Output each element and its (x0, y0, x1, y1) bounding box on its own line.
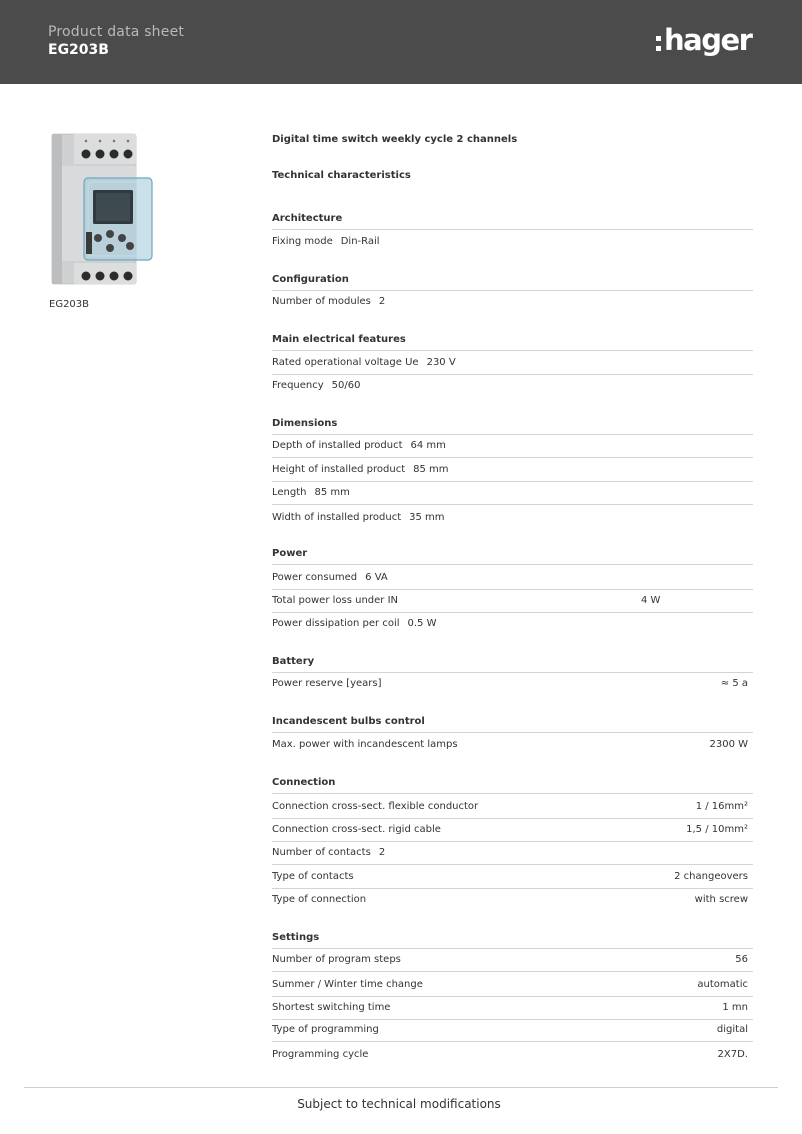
spec-row (272, 866, 753, 889)
spec-row (272, 889, 753, 912)
spec-label: Programming cycle (272, 1049, 369, 1060)
spec-value: digital (716, 1024, 748, 1035)
footer-note: Subject to technical modifications (297, 1097, 501, 1111)
spec-row (272, 567, 753, 590)
spec-label: Type of programming (272, 1024, 379, 1035)
spec-value: 4 W (641, 595, 661, 606)
product-reference: EG203B (48, 42, 109, 58)
footer-divider (24, 1087, 778, 1088)
spec-label: Total power loss under IN (272, 595, 399, 606)
spec-row (272, 590, 753, 613)
spec-row (272, 291, 753, 314)
spec-value: 85 mm (314, 487, 350, 498)
spec-row (272, 613, 753, 636)
spec-value: 1 mn (722, 1002, 748, 1013)
document-type: Product data sheet (48, 24, 185, 40)
section-heading-dimensions: Dimensions (272, 418, 753, 435)
spec-value: 2 (378, 296, 386, 307)
section-heading-electrical: Main electrical features (272, 334, 753, 351)
spec-row (272, 1019, 753, 1042)
spec-row (272, 819, 753, 842)
spec-label: Height of installed product (272, 464, 406, 475)
spec-value: Din-Rail (340, 236, 380, 247)
section-heading-settings: Settings (272, 932, 753, 949)
spec-value: 2300 W (709, 739, 748, 750)
spec-row (272, 949, 753, 972)
hager-logo[interactable] (656, 22, 751, 58)
spec-value: ≈ 5 a (720, 678, 748, 689)
section-heading-configuration: Configuration (272, 274, 753, 291)
logo-brand-text: hager (664, 22, 752, 57)
characteristics-heading: Technical characteristics (272, 170, 411, 181)
spec-label: Max. power with incandescent lamps (272, 739, 458, 750)
spec-value: 2X7D. (717, 1049, 748, 1060)
spec-row (272, 375, 753, 398)
section-heading-architecture: Architecture (272, 213, 753, 230)
spec-label: Number of contacts (272, 847, 371, 858)
spec-value: 50/60 (331, 380, 361, 391)
section-heading-battery: Battery (272, 656, 753, 673)
spec-label: Summer / Winter time change (272, 979, 423, 990)
spec-label: Power reserve [years] (272, 678, 382, 689)
spec-value: automatic (697, 979, 748, 990)
page-header (0, 0, 802, 84)
section-heading-power: Power (272, 548, 753, 565)
spec-label: Fixing mode (272, 236, 333, 247)
spec-value: 56 (735, 954, 748, 965)
spec-row (272, 734, 753, 757)
spec-row (272, 842, 753, 865)
spec-row (272, 997, 753, 1020)
section-heading-bulbs: Incandescent bulbs control (272, 716, 753, 733)
spec-row (272, 482, 753, 505)
spec-value: 85 mm (413, 464, 449, 475)
spec-label: Width of installed product (272, 512, 402, 523)
product-image (48, 128, 168, 293)
spec-value: 2 (378, 847, 386, 858)
spec-label: Rated operational voltage Ue (272, 357, 419, 368)
spec-row (272, 507, 753, 530)
spec-row (272, 673, 753, 696)
spec-value: with screw (694, 894, 748, 905)
spec-label: Number of modules (272, 296, 371, 307)
spec-label: Connection cross-sect. flexible conductor (272, 801, 479, 812)
spec-row (272, 352, 753, 375)
spec-row (272, 435, 753, 458)
spec-label: Depth of installed product (272, 440, 403, 451)
spec-value: 35 mm (409, 512, 445, 523)
spec-label: Length (272, 487, 307, 498)
section-heading-connection: Connection (272, 777, 753, 794)
spec-label: Type of connection (272, 894, 367, 905)
spec-row (272, 796, 753, 819)
spec-row (272, 974, 753, 997)
spec-label: Power consumed (272, 572, 358, 583)
spec-row (272, 459, 753, 482)
spec-label: Type of contacts (272, 871, 354, 882)
spec-label: Shortest switching time (272, 1002, 391, 1013)
spec-value: 2 changeovers (674, 871, 748, 882)
spec-row (272, 231, 753, 254)
spec-label: Frequency (272, 380, 324, 391)
product-image-caption: EG203B (49, 299, 90, 310)
product-title: Digital time switch weekly cycle 2 channels (272, 134, 518, 145)
spec-value: 1,5 / 10mm² (686, 824, 748, 835)
logo-dots-icon (656, 36, 661, 51)
spec-value: 6 VA (365, 572, 388, 583)
spec-label: Number of program steps (272, 954, 401, 965)
spec-label: Connection cross-sect. rigid cable (272, 824, 441, 835)
spec-row (272, 1044, 753, 1067)
spec-value: 0.5 W (407, 618, 437, 629)
spec-value: 230 V (426, 357, 456, 368)
spec-label: Power dissipation per coil (272, 618, 400, 629)
spec-value: 64 mm (410, 440, 446, 451)
spec-value: 1 / 16mm² (695, 801, 748, 812)
